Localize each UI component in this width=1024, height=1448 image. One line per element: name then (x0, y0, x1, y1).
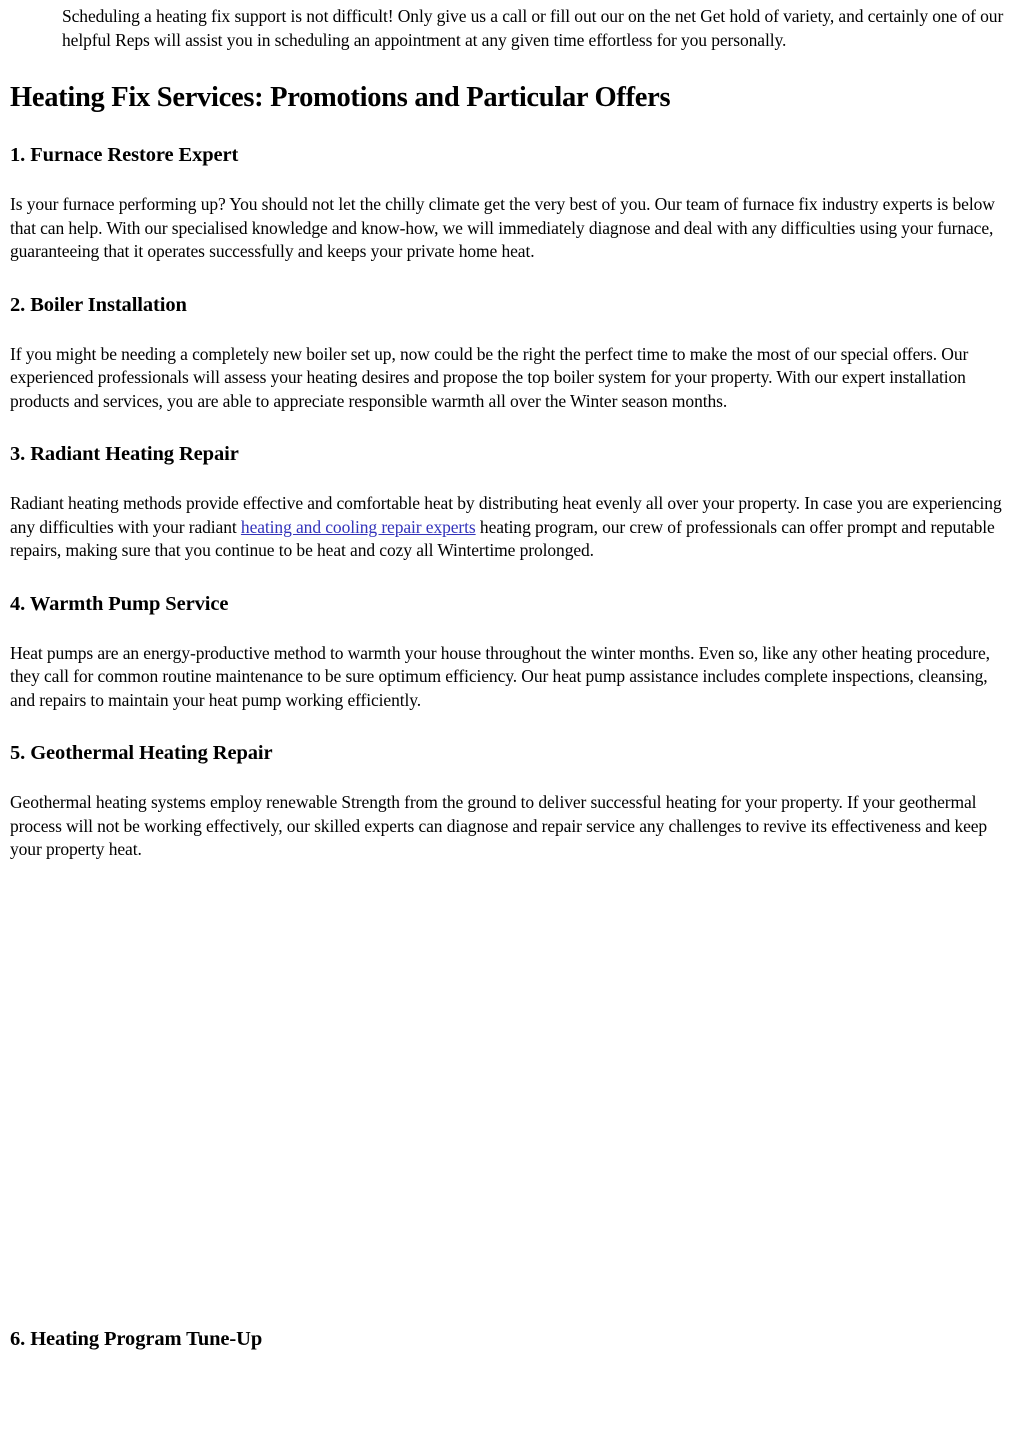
heating-cooling-repair-experts-link[interactable]: heating and cooling repair experts (240, 516, 476, 537)
section-heading-warmth-pump: 4. Warmth Pump Service (10, 592, 229, 615)
radiant-body-after-link: heating program, our crew of professionals can offer prompt and reputable repairs, making sure that you continue to be heat and cozy all Wintertime prolonged. (10, 516, 995, 560)
section-body-warmth-pump: Heat pumps are an energy-productive method to warmth your house throughout the winter months. Even so, like any other heating procedure, they call for common routine maintenance to be sure optimum efficiency. Our heat pump assistance includes complete inspections, cleansing, and repairs to maintain your heat pump working efficiently. (10, 642, 990, 710)
intro-paragraph: Scheduling a heating fix support is not difficult! Only give us a call or fill out our on the net Get hold of variety, and certainly one of our helpful Reps will assist you in scheduling an appointment at any given time effortless for you personally. (62, 6, 1004, 50)
section-heading-radiant-heating: 3. Radiant Heating Repair (10, 443, 239, 465)
section-heading-boiler-installation: 2. Boiler Installation (10, 293, 187, 316)
section-body-boiler-installation: If you might be needing a completely new boiler set up, now could be the right the perfect time to make the most of our special offers. Our experienced professionals will assess your heating desires and propose the top boiler system for your property. With our expert installation products and services, you are able to appreciate responsible warmth all over the Winter season months. (10, 343, 969, 411)
page-whitespace-gap (10, 862, 1008, 1298)
radiant-body-before-link: Radiant heating methods provide effective and comfortable heat by distributing heat evenly all over your property. In case you are experiencing any difficulties with your radiant (10, 493, 1002, 537)
section-body-geothermal: Geothermal heating systems employ renewable Strength from the ground to deliver successful heating for your property. If your geothermal process will not be working effectively, our skilled experts can diagnose and repair service any challenges to revive its effectiveness and keep your property heat. (10, 792, 988, 859)
section-heading-geothermal: 5. Geothermal Heating Repair (10, 742, 273, 764)
section-body-radiant-heating (10, 492, 1008, 563)
section-heading-tune-up: 6. Heating Program Tune-Up (10, 1327, 263, 1350)
section-heading-furnace-restore: 1. Furnace Restore Expert (10, 144, 239, 166)
page-title: Heating Fix Services: Promotions and Particular Offers (10, 82, 671, 113)
section-body-furnace-restore: Is your furnace performing up? You should not let the chilly climate get the very best of you. Our team of furnace fix industry experts is below that can help. With our specialised knowledge and know-how, we will immediately diagnose and deal with any difficulties using your furnace, guaranteeing that it operates successfully and keeps your private home heat. (10, 194, 995, 261)
